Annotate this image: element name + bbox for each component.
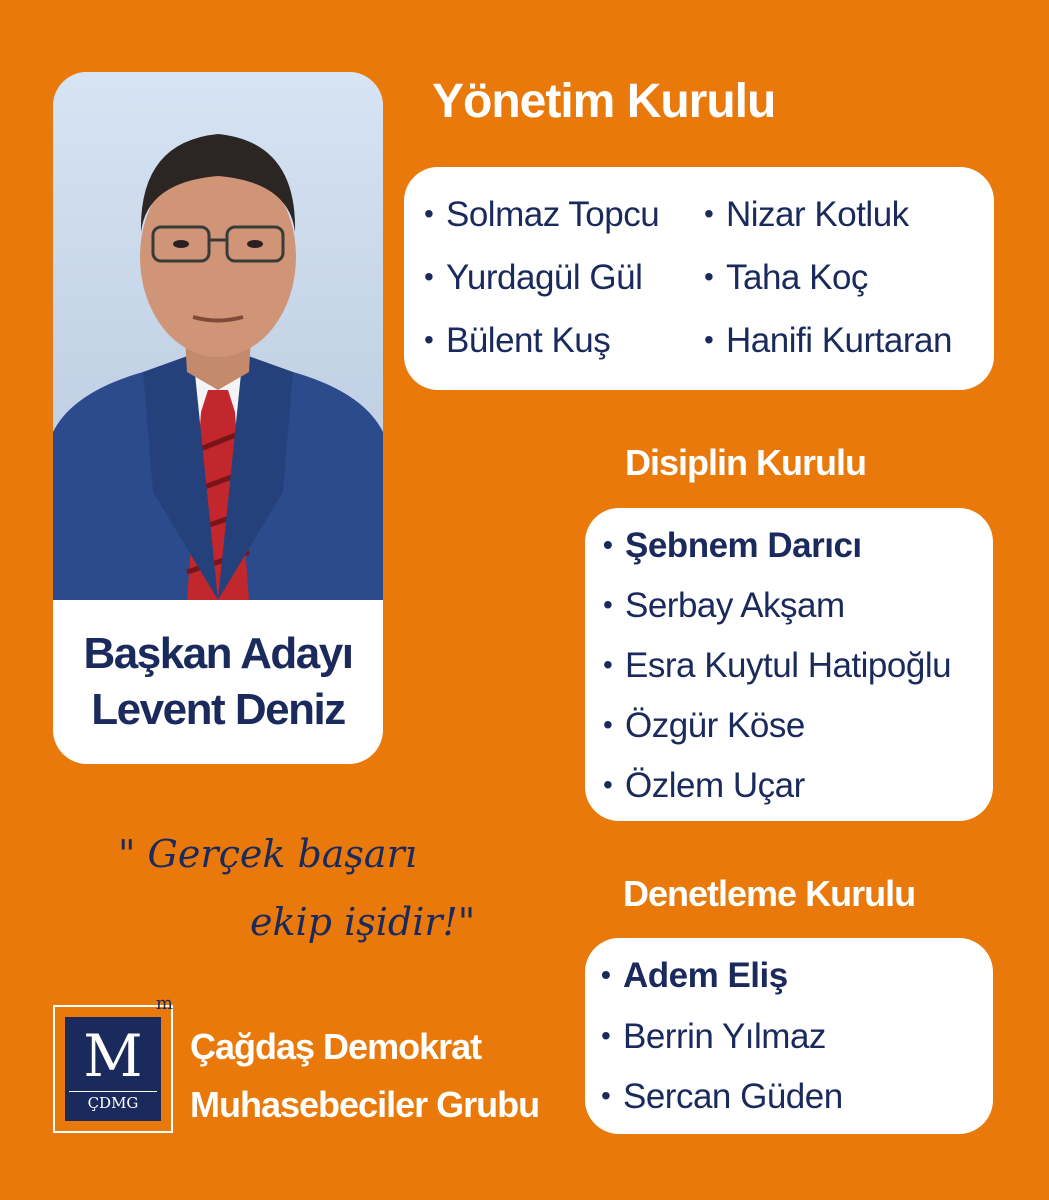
candidate-name: Levent Deniz — [91, 685, 345, 734]
candidate-photo — [53, 72, 383, 600]
bullet-icon: • — [603, 589, 613, 620]
bullet-icon: • — [603, 709, 613, 740]
organization-line-1: Çağdaş Demokrat — [190, 1026, 482, 1067]
bullet-icon: • — [424, 198, 434, 229]
bullet-icon: • — [601, 959, 611, 990]
logo-superscript: m — [155, 993, 173, 1014]
yonetim-member: • Taha Koç — [704, 258, 868, 297]
cdmg-logo — [53, 993, 173, 1133]
disiplin-member: • Özlem Uçar — [603, 766, 805, 805]
candidate-role: Başkan Adayı — [83, 629, 353, 678]
disiplin-members-box — [585, 508, 993, 821]
bullet-icon: • — [424, 324, 434, 355]
disiplin-member: • Özgür Köse — [603, 706, 805, 745]
candidate-card — [53, 72, 383, 764]
slogan-line-2: ekip işidir!" — [250, 900, 476, 944]
denetleme-member: • Sercan Güden — [601, 1077, 843, 1116]
organization-name — [190, 1018, 539, 1134]
bullet-icon: • — [704, 198, 714, 229]
bullet-icon: • — [603, 649, 613, 680]
bullet-icon: • — [424, 261, 434, 292]
yonetim-member: • Hanifi Kurtaran — [704, 321, 952, 360]
logo-letter: M — [83, 1022, 143, 1090]
bullet-icon: • — [603, 769, 613, 800]
denetleme-title: Denetleme Kurulu — [623, 873, 916, 914]
yonetim-member: • Nizar Kotluk — [704, 195, 909, 234]
logo-emblem — [65, 1017, 161, 1121]
disiplin-member: • Esra Kuytul Hatipoğlu — [603, 646, 952, 685]
disiplin-member: • Serbay Akşam — [603, 586, 845, 625]
denetleme-member: • Berrin Yılmaz — [601, 1017, 826, 1056]
candidate-caption — [53, 600, 383, 764]
bullet-icon: • — [704, 261, 714, 292]
bullet-icon: • — [603, 529, 613, 560]
yonetim-member: • Bülent Kuş — [424, 321, 611, 360]
yonetim-members-box — [404, 167, 994, 390]
disiplin-title: Disiplin Kurulu — [625, 442, 866, 483]
bullet-icon: • — [704, 324, 714, 355]
denetleme-members-box — [585, 938, 993, 1134]
organization-line-2: Muhasebeciler Grubu — [190, 1084, 540, 1125]
logo-code: ÇDMG — [69, 1091, 157, 1112]
slogan-line-1: " Gerçek başarı — [118, 832, 417, 876]
yonetim-title: Yönetim Kurulu — [432, 75, 776, 128]
bullet-icon: • — [601, 1080, 611, 1111]
yonetim-member: • Solmaz Topcu — [424, 195, 660, 234]
yonetim-member: • Yurdagül Gül — [424, 258, 643, 297]
denetleme-member-chair: • Adem Eliş — [601, 956, 788, 995]
bullet-icon: • — [601, 1020, 611, 1051]
disiplin-member-chair: • Şebnem Darıcı — [603, 526, 862, 565]
